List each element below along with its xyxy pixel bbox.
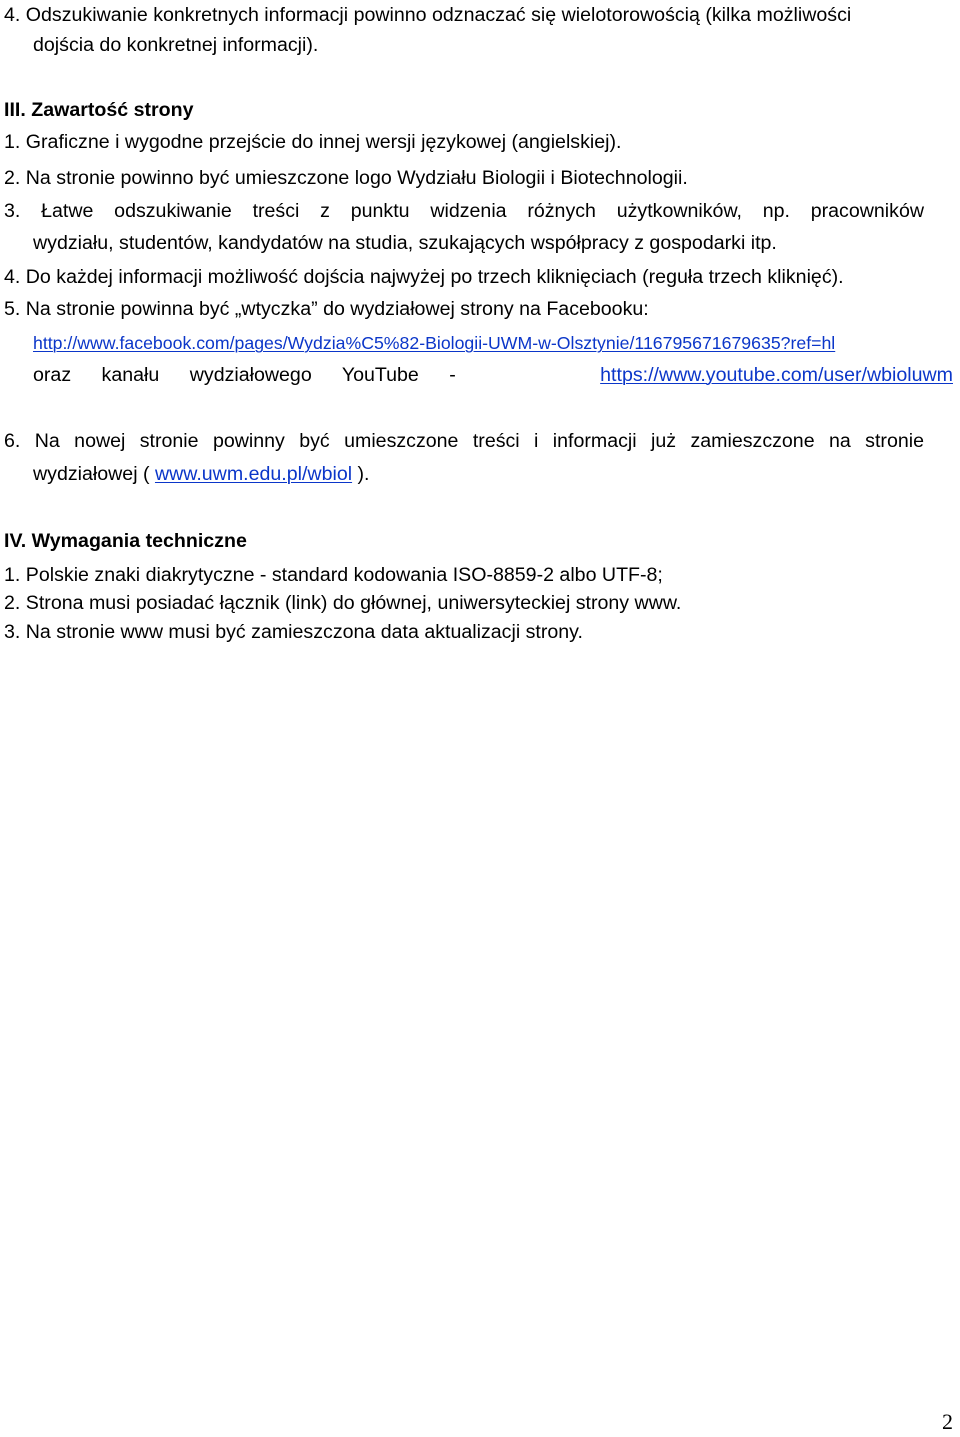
- content-item-6-prefix: wydziałowej (: [33, 463, 150, 485]
- content-item-4: 4. Do każdej informacji możliwość dojścia najwyżej po trzech kliknięciach (reguła trzech kliknięć).: [4, 266, 844, 288]
- youtube-link-line: [33, 363, 953, 387]
- content-item-2: 2. Na stronie powinno być umieszczone logo Wydziału Biologii i Biotechnologii.: [4, 167, 688, 189]
- content-item-3-line-1: 3. Łatwe odszukiwanie treści z punktu widzenia różnych użytkowników, np. pracowników: [4, 200, 924, 222]
- youtube-link-prefix: oraz kanału wydziałowego YouTube -: [33, 364, 456, 386]
- youtube-link[interactable]: https://www.youtube.com/user/wbioluwm: [600, 364, 953, 386]
- technical-item-1: 1. Polskie znaki diakrytyczne - standard kodowania ISO-8859-2 albo UTF-8;: [4, 564, 663, 586]
- section-four-heading: IV. Wymagania techniczne: [4, 530, 247, 552]
- facebook-link[interactable]: http://www.facebook.com/pages/Wydzia%C5%82-Biologii-UWM-w-Olsztynie/116795671679635?ref=hl: [33, 333, 836, 353]
- content-item-1: 1. Graficzne i wygodne przejście do innej wersji językowej (angielskiej).: [4, 131, 622, 153]
- content-item-6-suffix: ).: [357, 463, 370, 485]
- requirement-4-line-1: 4. Odszukiwanie konkretnych informacji powinno odznaczać się wielotorowością (kilka możliwości: [4, 4, 852, 26]
- requirement-4-line-2: dojścia do konkretnej informacji).: [33, 34, 319, 56]
- content-item-6-line-2: [33, 462, 370, 486]
- page-number: 2: [942, 1409, 953, 1434]
- technical-item-3: 3. Na stronie www musi być zamieszczona data aktualizacji strony.: [4, 621, 583, 643]
- content-item-5-line-1: 5. Na stronie powinna być „wtyczka” do wydziałowej strony na Facebooku:: [4, 298, 649, 320]
- department-website-link[interactable]: www.uwm.edu.pl/wbiol: [154, 463, 353, 485]
- section-three-heading: III. Zawartość strony: [4, 99, 194, 121]
- content-item-6-line-1: 6. Na nowej stronie powinny być umieszczone treści i informacji już zamieszczone na stronie: [4, 430, 924, 452]
- content-item-3-line-2: wydziału, studentów, kandydatów na studia, szukających współpracy z gospodarki itp.: [33, 232, 777, 254]
- technical-item-2: 2. Strona musi posiadać łącznik (link) do głównej, uniwersyteckiej strony www.: [4, 592, 682, 614]
- facebook-link-line: [33, 331, 835, 355]
